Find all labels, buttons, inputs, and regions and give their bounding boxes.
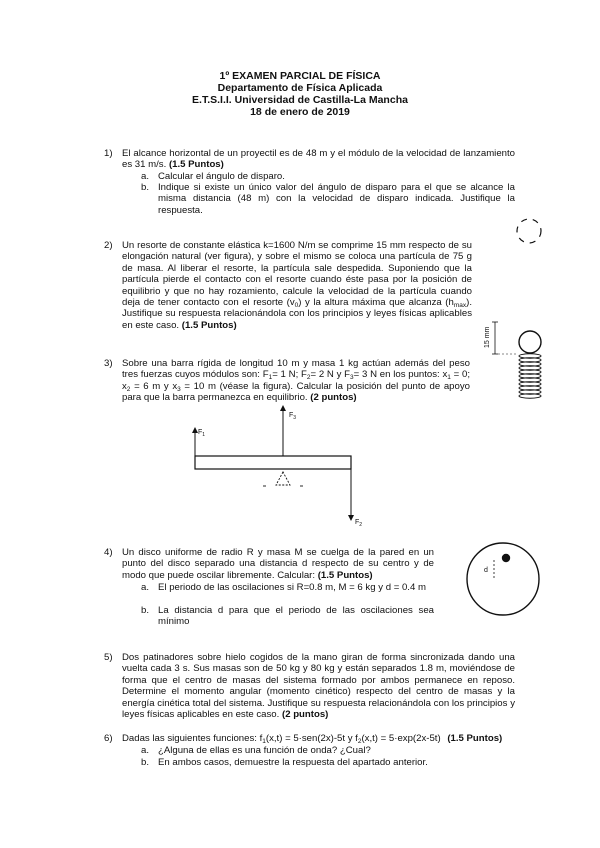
question-1-statement: El alcance horizontal de un proyectil es de 48 m y el módulo de la velocidad de lanzamiento es 31 m/s. [122, 148, 515, 171]
distance-d-label: d [484, 567, 488, 574]
question-3-sub: 3 [177, 385, 181, 393]
force-f3-label: $F_3$ [289, 412, 297, 421]
question-2-points: (1.5 Puntos) [181, 319, 237, 331]
question-4-points: (1.5 Puntos) [317, 569, 373, 581]
bar-forces-figure [180, 400, 380, 530]
department-name: Departamento de Física Aplicada [217, 82, 383, 94]
question-1a-letter: a. [141, 171, 150, 182]
question-5-number: 5) [104, 652, 113, 663]
compressed-spring [519, 354, 541, 398]
question-5-text [122, 652, 515, 720]
question-1-points: (1.5 Puntos) [168, 159, 224, 171]
question-3-sub: 1 [447, 374, 451, 382]
exam-date: 18 de enero de 2019 [250, 106, 350, 118]
question-2-sub-v: 0 [294, 302, 299, 310]
question-1b-text: Indique si existe un único valor del ángulo de disparo para el que se alcance la misma distancia (48 m) con la velocidad de disparo indicada. Justifique la respuesta. [158, 182, 515, 216]
spring-figure [478, 318, 548, 402]
question-6a-text: ¿Alguna de ellas es una función de onda? ¿Cual? [158, 745, 371, 756]
question-3-text-part: = 2 N y F [310, 369, 351, 381]
question-4b-letter: b. [141, 605, 150, 616]
question-6-sub: 2 [357, 738, 362, 745]
question-4-text [122, 547, 434, 581]
question-6b-letter: b. [141, 757, 150, 768]
question-6-number: 6) [104, 733, 113, 744]
question-3-sub: 2 [126, 385, 131, 393]
question-3-number: 3) [104, 358, 113, 369]
particle-ball [519, 331, 541, 353]
uniform-disc [467, 543, 539, 615]
question-3-text-part: = 3 N en los puntos: x [353, 369, 448, 381]
question-1b-letter: b. [141, 182, 150, 193]
question-6-text-part: (x,t) = 5·exp(2x-5t) [361, 733, 441, 744]
question-6-text-part: (x,t) = 5·sen(2x)-5t y f [265, 733, 358, 744]
question-4-statement: Un disco uniforme de radio R y masa M se cuelga de la pared en un punto del disco separado una distancia d respecto de su centro y de modo que puede oscilar libremente. Calcular: [122, 547, 434, 581]
question-4b-text: La distancia d para que el periodo de las oscilaciones sea mínimo [158, 605, 434, 628]
question-4a-letter: a. [141, 582, 150, 593]
question-2-text [122, 240, 472, 331]
question-3-text [122, 358, 470, 404]
question-3-text-part: Sobre una barra rígida de longitud 10 m y masa 1 kg actúan además del peso tres fuerzas cuyos módulos son: F [122, 358, 470, 381]
question-2-text-part: ). Justifique su respuesta relacionándola con los principios y leyes físicas aplicables en este caso. [122, 297, 472, 331]
question-6a-letter: a. [141, 745, 150, 756]
school-name: E.T.S.I.I. Universidad de Castilla-La Mancha [192, 94, 408, 106]
exam-title: 1º EXAMEN PARCIAL DE FÍSICA [219, 70, 381, 82]
question-2-sub-h: max [453, 302, 467, 310]
question-3-text-part: = 6 m y x [130, 380, 178, 392]
compression-dimension [492, 322, 518, 354]
question-5-points: (2 puntos) [282, 709, 329, 721]
question-4-number: 4) [104, 547, 113, 558]
question-3-text-part: = 0; x [122, 369, 471, 392]
question-1-text [122, 148, 515, 171]
pivot-point [502, 554, 510, 562]
question-5-statement: Dos patinadores sobre hielo cogidos de la mano giran de forma sincronizada dando una vuelta cada 3 s. Sus masas son de 50 kg y 80 kg y están separados 1.8 m, moviéndose de forma que el centro de masas del sistema formado por ambos permanece en reposo. Determine el momento angular (momento cinético) respecto del centro de masas y la energía cinética total del sistema. Justifique su respuesta relacionándola con los principios y leyes físicas aplicables en este caso. [122, 652, 515, 721]
question-3-sub: 1 [268, 374, 273, 382]
question-4a-text: El periodo de las oscilaciones si R=0.8 m, M = 6 kg y d = 0.4 m [158, 582, 426, 593]
question-3-sub: 3 [350, 374, 354, 382]
question-6b-text: En ambos casos, demuestre la respuesta del apartado anterior. [158, 757, 428, 768]
question-6-text [122, 733, 532, 744]
question-3-sub: 2 [306, 374, 311, 382]
question-6-points: (1.5 Puntos) [447, 733, 503, 744]
force-f2-label: $F_2$ [355, 519, 363, 528]
rigid-bar [195, 456, 351, 469]
question-6-sub: 1 [262, 738, 266, 745]
question-2-text-part: Un resorte de constante elástica k=1600 N/m se comprime 15 mm respecto de su elongación natural (ver figura), y sobre el mismo se coloca una partícula de 75 g de masa. Al liberar el resorte, la partícula sale despedida. Suponiendo que la partícula pierde el contacto con el resorte cuando éste pasa por la posición de equilibrio y que no hay rozamiento, calcule la velocidad de la partícula cuando deja de tener contacto con el resorte (v [122, 240, 472, 309]
question-2-text-part: ) y la altura máxima que alcanza (h [298, 297, 454, 309]
dashed-circle-figure [512, 214, 546, 248]
force-f1-label: $F_1$ [198, 429, 206, 438]
compression-label: 15 mm [484, 326, 491, 348]
question-3-points: (2 puntos) [310, 392, 357, 404]
question-3-text-part: = 10 m (véase la figura). Calcular la posición del punto de apoyo para que la barra permanezca en equilibrio. [122, 380, 470, 404]
question-3-text-part: = 1 N; F [272, 369, 307, 381]
support-point [263, 472, 303, 486]
question-1a-text: Calcular el ángulo de disparo. [158, 171, 285, 182]
disc-figure [462, 538, 544, 620]
question-2-number: 2) [104, 240, 113, 251]
question-6-text-part: Dadas las siguientes funciones: f [122, 733, 263, 744]
question-1-number: 1) [104, 148, 113, 159]
